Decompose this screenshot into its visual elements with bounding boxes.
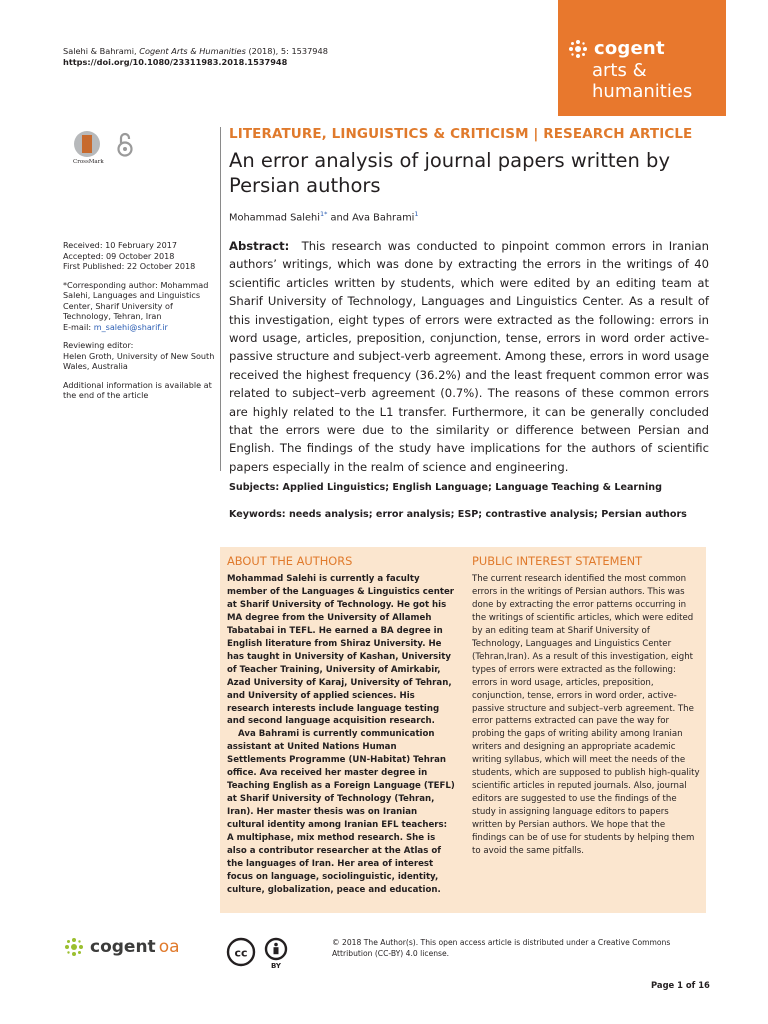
about-authors-heading: ABOUT THE AUTHORS xyxy=(227,554,353,568)
author-line xyxy=(229,210,418,223)
svg-text:cc: cc xyxy=(234,946,248,960)
reviewing-editor: Helen Groth, University of New South Wales, Australia xyxy=(63,350,215,371)
doi-link[interactable]: https://doi.org/10.1080/23311983.2018.1537948 xyxy=(63,57,288,67)
cc-by-label: BY xyxy=(270,962,282,970)
open-access-icon xyxy=(116,132,134,158)
author-separator: and xyxy=(327,212,353,224)
about-author1-paragraph: Mohammad Salehi is currently a faculty member of the Languages & Linguistics center at Sharif University of Technology. He got his MA degree from the University of Allameh Tabatabai in TEFL. He earned a BA degree in English literature from Shiraz University. He has taught in University of Kashan, University of Teacher Training, University of Amirkabir, Azad University of Karaj, University of Tehran, and University of applied sciences. His research interests include language testing and second language acquisition research. xyxy=(227,574,455,727)
cogent-sparkle-icon xyxy=(566,39,590,59)
author-info-box xyxy=(220,547,706,913)
subjects-line: Subjects: Applied Linguistics; English Language; Language Teaching & Learning xyxy=(229,482,662,493)
attribution-icon xyxy=(266,939,286,959)
corresponding-author: *Corresponding author: Mohammad Salehi, Languages and Linguistics Center, Sharif University of Technology, Tehran, Iran xyxy=(63,279,209,321)
license-notice: © 2018 The Author(s). This open access article is distributed under a Creative Commons Attribution (CC-BY) 4.0 license. xyxy=(332,938,671,958)
article-title: An error analysis of journal papers written by Persian authors xyxy=(229,149,670,197)
public-interest-heading: PUBLIC INTEREST STATEMENT xyxy=(472,554,643,568)
citation-details: (2018), 5: 1537948 xyxy=(245,46,328,56)
creative-commons-badge[interactable] xyxy=(226,937,290,971)
accepted-date: Accepted: 09 October 2018 xyxy=(63,250,175,261)
author-name[interactable]: Ava Bahrami xyxy=(352,212,415,224)
brand-subtitle-line1: arts & xyxy=(592,60,647,81)
article-info-sidebar xyxy=(63,240,215,409)
published-date: First Published: 22 October 2018 xyxy=(63,261,196,271)
citation xyxy=(63,45,328,57)
cc-icon xyxy=(228,939,254,965)
abstract xyxy=(229,237,709,476)
citation-journal: Cogent Arts & Humanities xyxy=(139,46,246,56)
received-date: Received: 10 February 2017 xyxy=(63,240,178,250)
brand-subtitle xyxy=(592,60,692,102)
citation-authors: Salehi & Bahrami, xyxy=(63,46,140,56)
about-author2-paragraph: Ava Bahrami is currently communication assistant at United Nations Human Settlements Programme (UN-Habitat) Tehran office. Ava received her master degree in Teaching English as a Foreign Language (TEFL) at Sharif University of Technology (Tehran, Iran). Her master thesis was on Iranian cultural identity among Iranian EFL teachers: A multiphase, mix method research. She is also a contributor researcher at the Atlas of the languages of Iran. Her area of interest focus on language, sociolinguistic, identity, culture, globalization, peace and education. xyxy=(227,729,455,895)
reviewing-editor-label: Reviewing editor: xyxy=(63,340,134,350)
email-link[interactable]: m_salehi@sharif.ir xyxy=(93,321,168,332)
section-label: LITERATURE, LINGUISTICS & CRITICISM | RESEARCH ARTICLE xyxy=(229,126,693,142)
page-number: Page 1 of 16 xyxy=(651,980,710,990)
cogent-oa-logo[interactable] xyxy=(62,937,180,957)
crossmark-badge[interactable] xyxy=(73,131,104,165)
footer-logo-suffix: oa xyxy=(158,937,180,957)
author-name[interactable]: Mohammad Salehi xyxy=(229,212,320,224)
brand-subtitle-line2: humanities xyxy=(592,81,693,102)
column-divider xyxy=(220,127,221,471)
about-authors-text xyxy=(227,573,456,897)
keywords-line: Keywords: needs analysis; error analysis; ESP; contrastive analysis; Persian authors xyxy=(229,509,687,520)
crossmark-label: CrossMark xyxy=(73,159,104,165)
journal-brand-block xyxy=(558,0,726,116)
abstract-text: This research was conducted to pinpoint common errors in Iranian authors’ writings, which was done by extracting the errors in the writings of 40 scientific articles written by students, which were edited by an editing team at Sharif University of Technology, Languages and Linguistics Center. As a result of this investigation, eight types of errors were extracted as the following: errors in word usage, articles, preposition, conjunction, tense, errors in word order active-passive structure and subject-verb agreement. Among these, errors in word usage received the highest frequency (36.2%) and the least frequent common error was related to subject–verb agreement (0.7%). The reasons of these common errors are highly related to the L1 transfer. Furthermore, it can be generally concluded that the errors were due to the similarity or difference between Persian and English. The findings of the study have implications for the authors of scientific papers especially in the realm of science and engineering. xyxy=(229,239,710,474)
crossmark-icon xyxy=(74,131,100,157)
author-affiliation-marker[interactable]: 1 xyxy=(414,210,419,218)
cogent-oa-sparkle-icon xyxy=(62,937,86,957)
author-affiliation-marker[interactable]: 1* xyxy=(320,210,328,218)
brand-logo-text: cogent xyxy=(594,38,665,59)
public-interest-text: The current research identified the most common errors in the writings of Persian authors. This was done by extracting the error patterns occurring in the writings of scientific articles, which were edited by an editing team at Sharif University of Technology, Languages and Linguistics Center (Tehran,Iran). As a result of this investigation, eight types of errors were extracted as the following: errors in word usage, articles, preposition, conjunction, tense, errors in word order, active-passive structure and subject–verb agreement. The error patterns extracted can pave the way for probing the gaps of writing ability among Iranian writers and designing an appropriate academic writing syllabus, which will meet the needs of the students, which are supposed to publish high-quality scientific articles in reputed journals. Also, journal editors are suggested to use the findings of the study in assigning language editors to papers written by Persian authors. We hope that the findings can be of use for students by helping them to avoid the same pitfalls. xyxy=(472,574,700,857)
abstract-label: Abstract: xyxy=(229,239,290,253)
email-label: E-mail: xyxy=(63,321,94,332)
footer-logo-word: cogent xyxy=(90,937,156,957)
additional-info-note: Additional information is available at the end of the article xyxy=(63,379,212,400)
